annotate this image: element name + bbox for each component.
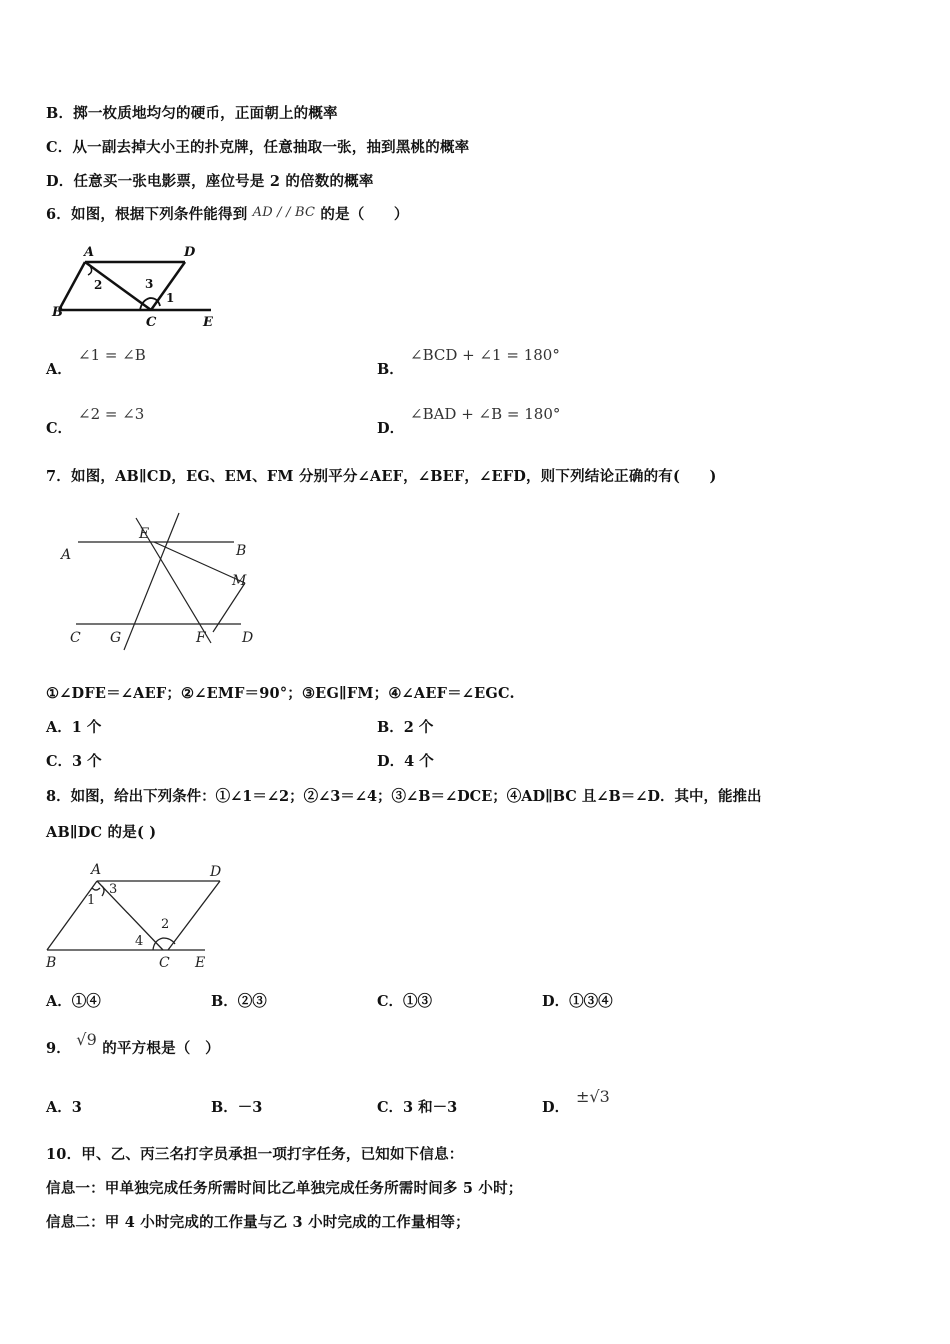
q8-angle-2: 2 — [161, 917, 170, 932]
q6-condition: AD / / BC — [252, 205, 316, 220]
q5-option-d: D．任意买一张电影票，座位号是 2 的倍数的概率 — [46, 173, 374, 190]
q6-label-e: E — [203, 315, 213, 330]
q7-label-c: C — [70, 630, 81, 646]
q8-option-c: C．①③ — [377, 993, 433, 1010]
q6-angle-3: 3 — [145, 277, 154, 291]
q6-angle-2: 2 — [94, 278, 103, 292]
q9-suffix: 的平方根是（ ） — [102, 1040, 220, 1057]
q8-label-b: B — [46, 955, 57, 971]
q6-option-b-letter: B． — [377, 361, 404, 378]
q7-label-a: A — [61, 547, 72, 563]
q8-label-e: E — [195, 955, 206, 971]
q9-prefix: 9． — [46, 1040, 71, 1057]
q10-stem: 10．甲、乙、丙三名打字员承担一项打字任务，已知如下信息： — [46, 1146, 464, 1163]
q7-conclusions: ①∠DFE＝∠AEF；②∠EMF＝90°；③EG∥FM；④∠AEF＝∠EGC. — [46, 685, 515, 702]
q8-angle-4: 4 — [135, 934, 144, 949]
q6-angle-1: 1 — [166, 291, 175, 305]
q7-label-d: D — [242, 630, 254, 646]
q7-label-f: F — [196, 630, 206, 646]
q7-label-g: G — [110, 630, 122, 646]
q6-label-a: A — [84, 245, 95, 260]
q9-option-d: D． — [542, 1099, 570, 1116]
q6-option-a-letter: A． — [46, 361, 72, 378]
q7-label-e: E — [139, 526, 150, 542]
q6-suffix: 的是（ ） — [320, 206, 409, 223]
q9-option-a: A．3 — [46, 1099, 82, 1116]
q8-option-a: A．①④ — [46, 993, 101, 1010]
q8-stem-line1: 8．如图，给出下列条件：①∠1＝∠2；②∠3＝∠4；③∠B＝∠DCE；④AD∥BC 且∠B＝∠D．其中，能推出 — [46, 788, 762, 805]
q8-option-b: B．②③ — [211, 993, 267, 1010]
q7-option-c: C．3 个 — [46, 753, 102, 770]
q8-label-d: D — [210, 864, 222, 880]
q8-figure — [40, 856, 230, 976]
q7-option-a: A．1 个 — [46, 719, 102, 736]
q6-option-a-expr: ∠1 = ∠B — [78, 346, 146, 364]
q6-label-d: D — [184, 245, 196, 260]
q6-option-c-letter: C． — [46, 420, 73, 437]
q6-label-b: B — [52, 305, 63, 320]
q9-radical: √9 — [76, 1030, 98, 1049]
q7-label-m: M — [232, 573, 247, 589]
q7-stem: 7．如图，AB∥CD，EG、EM、FM 分别平分∠AEF，∠BEF，∠EFD，则下列结论正确的有( ) — [46, 468, 717, 485]
q8-label-c: C — [159, 955, 170, 971]
q7-option-d: D．4 个 — [377, 753, 434, 770]
q7-figure — [46, 505, 276, 660]
q6-option-c-expr: ∠2 = ∠3 — [78, 405, 145, 423]
q6-figure — [46, 242, 226, 330]
q5-option-b: B．掷一枚质地均匀的硬币，正面朝上的概率 — [46, 105, 338, 122]
q7-option-b: B．2 个 — [377, 719, 434, 736]
q9-stem — [46, 1030, 220, 1058]
q8-option-d: D．①③④ — [542, 993, 613, 1010]
q10-info1: 信息一：甲单独完成任务所需时间比乙单独完成任务所需时间多 5 小时； — [46, 1180, 523, 1197]
q9-option-d-expr: ±√3 — [576, 1087, 610, 1106]
q9-option-c: C．3 和－3 — [377, 1099, 458, 1116]
q8-stem-line2: AB∥DC 的是( ) — [46, 824, 157, 841]
q8-angle-1: 1 — [87, 893, 96, 908]
q6-stem — [46, 203, 409, 224]
q6-option-d-expr: ∠BAD + ∠B = 180° — [410, 405, 561, 423]
q6-prefix: 6．如图，根据下列条件能得到 — [46, 206, 248, 223]
q7-label-b: B — [236, 543, 247, 559]
q8-label-a: A — [91, 862, 102, 878]
q9-option-b: B．－3 — [211, 1099, 263, 1116]
q6-label-c: C — [146, 315, 157, 330]
q10-info2: 信息二：甲 4 小时完成的工作量与乙 3 小时完成的工作量相等； — [46, 1214, 470, 1231]
q8-angle-3: 3 — [109, 882, 118, 897]
q6-option-d-letter: D． — [377, 420, 405, 437]
q5-option-c: C．从一副去掉大小王的扑克牌，任意抽取一张，抽到黑桃的概率 — [46, 139, 470, 156]
q6-option-b-expr: ∠BCD + ∠1 = 180° — [410, 346, 560, 364]
